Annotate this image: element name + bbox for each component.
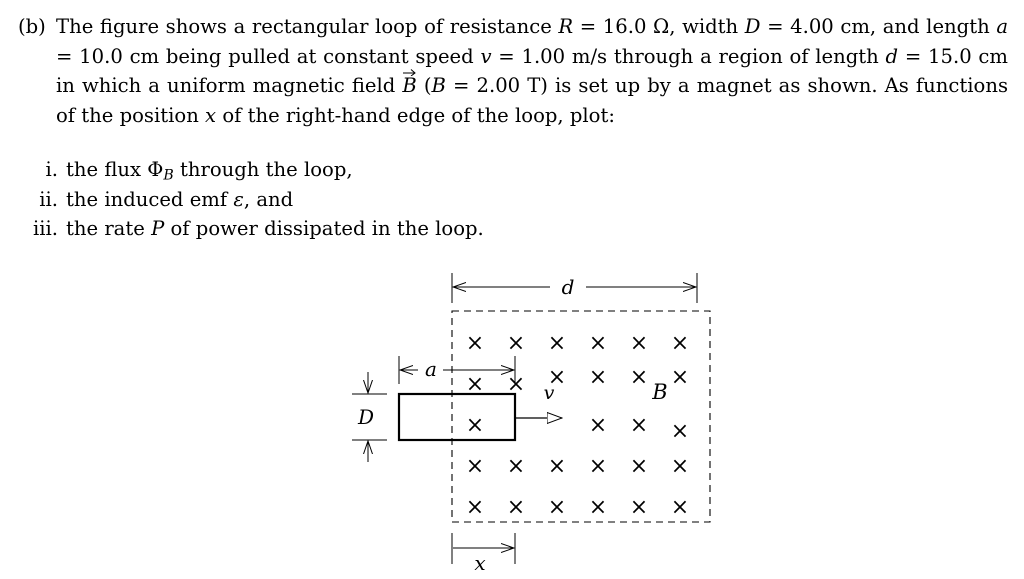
symbol-emf: ε [233,187,244,211]
field-cross-icon: × [547,495,567,520]
field-cross-icon: × [588,495,608,520]
field-cross-icon: × [670,365,690,390]
field-cross-icon: × [465,331,485,356]
field-cross-icon: × [547,365,567,390]
symbol-B: B [431,74,446,97]
statement-text-2: = 16.0 Ω, width [573,15,745,38]
list-numeral: iii. [32,217,58,240]
statement-text-9: of the right-hand edge of the loop, plot: [216,103,615,127]
vector-arrow-icon [403,68,417,76]
label-a: a [425,357,437,381]
field-cross-icon: × [506,495,526,520]
field-region [452,311,710,522]
field-cross-icon: × [465,495,485,520]
field-cross-icon: × [670,454,690,479]
field-cross-icon: × [629,413,649,438]
symbol-v: v [480,44,492,68]
statement-text-7: ( [416,74,432,97]
field-cross-icon: × [670,331,690,356]
field-cross-icon: × [465,372,485,397]
label-x: x [474,551,486,575]
symbol-B-vector: B [402,74,417,97]
symbol-P: P [151,217,165,240]
field-cross-icon: × [588,331,608,356]
symbol-phi: Φ [147,158,164,181]
statement-text-5: = 1.00 m/s through a region of length [491,44,886,68]
statement-text-1: The figure shows a rectangular loop of resistance [56,15,559,38]
symbol-R: R [558,15,574,38]
field-cross-icon: × [506,454,526,479]
field-cross-icon: × [670,419,690,444]
field-cross-icon: × [588,365,608,390]
label-v: v [543,382,555,404]
field-cross-icon: × [588,413,608,438]
label-B: B [652,380,668,404]
list-numeral: i. [45,158,58,181]
field-cross-icon: × [506,372,526,397]
vector-B [402,71,416,101]
problem-statement [56,12,1008,130]
d-dimension [452,273,697,303]
list-text: the rate [66,217,152,240]
statement-text-4: = 10.0 cm being pulled at constant speed [56,44,481,68]
list-numeral: ii. [39,187,58,211]
field-crosses [466,331,689,520]
label-d: d [561,275,575,299]
symbol-d: d [885,44,899,68]
symbol-x: x [205,103,217,127]
field-cross-icon: × [547,454,567,479]
list-text: the flux [66,158,148,181]
field-cross-icon: × [629,454,649,479]
field-cross-icon: × [629,331,649,356]
list-text: the induced emf [66,187,234,211]
problem-b [18,12,1009,240]
field-cross-icon: × [465,454,485,479]
symbol-a: a [996,15,1008,38]
list-text: , and [243,187,294,211]
a-dimension [399,356,515,384]
field-cross-icon: × [670,495,690,520]
field-cross-icon: × [588,454,608,479]
field-cross-icon: × [629,365,649,390]
statement-text-6: = 15.0 cm in which a uniform magnetic field [56,44,1008,97]
subscript-B: B [163,167,174,184]
symbol-D: D [744,15,761,38]
field-cross-icon: × [547,331,567,356]
rectangular-loop [399,394,515,440]
list-item [18,214,484,244]
field-cross-icon: × [629,495,649,520]
statement-text-8: = 2.00 T) is set up by a magnet as shown. As functions of the position [56,74,1009,127]
field-cross-icon: × [506,331,526,356]
x-dimension [452,533,515,575]
statement-text-3: = 4.00 cm, and length [760,15,997,38]
field-cross-icon: × [465,413,485,438]
list-item [18,185,293,215]
problem-label: (b) [18,15,46,38]
label-D: D [357,405,375,429]
list-text: of power dissipated in the loop. [164,217,484,240]
D-dimension [352,372,387,462]
list-text: through the loop, [173,158,353,181]
